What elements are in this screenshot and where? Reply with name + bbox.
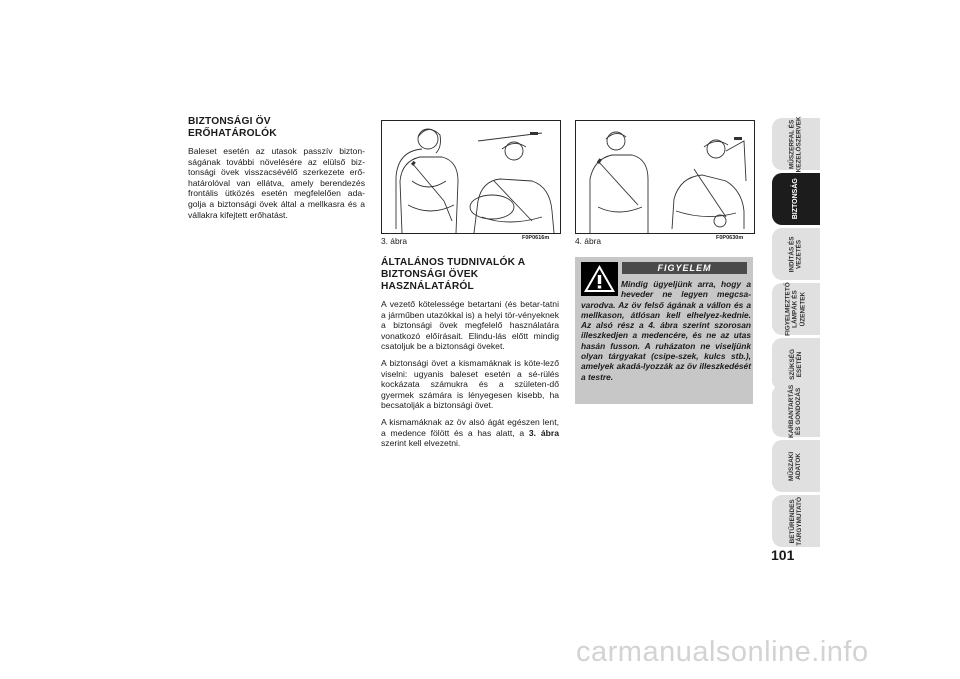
- tab-starting-driving[interactable]: [772, 228, 820, 280]
- watermark: carmanualsonline.info: [576, 636, 869, 668]
- tab-label: INDÍTÁS ÉS VEZETÉS: [788, 236, 803, 272]
- tab-technical-data[interactable]: [772, 440, 820, 492]
- section-general-info: [381, 257, 559, 455]
- page-number: 101: [771, 547, 795, 563]
- section2-title-line1: ÁLTALÁNOS TUDNIVALÓK A: [381, 257, 526, 268]
- paragraph-3-text: A kismamáknak az öv alsó ágát egészen lent, a medence fölött és a has alatt, a: [381, 416, 559, 438]
- paragraph-3-text-end: szerint kell elvezetni.: [381, 438, 461, 449]
- warning-title: FIGYELEM: [622, 262, 747, 274]
- section2-paragraph-3: [381, 417, 559, 449]
- section2-title: [381, 257, 559, 293]
- section2-title-line3: HASZNÁLATÁRÓL: [381, 281, 474, 292]
- tab-label: BETŰRENDES TÁRGYMUTATÓ: [788, 496, 803, 546]
- figure-3: [381, 120, 561, 234]
- tab-warning-lights[interactable]: [772, 283, 820, 335]
- pregnant-woman-seatbelt-illustration: [382, 121, 560, 233]
- warning-body: Mindig ügyeljünk arra, hogy a heveder ne legyen megcsa-varodva. Az öv felső ágának a vállon és a mellkason, átlósan kell elhelyez-kednie. Az alsó rész a 4. ábra szerint szorosan illeszkedjen a medencére, és ne az utas hasán fusson. A ruházaton ne viseljünk olyan tárgyakat (csipe-szek, kulcs stb.), amelyek akadá-lyozzák az öv illeszkedését a testre.: [581, 279, 751, 382]
- warning-text: [581, 279, 751, 382]
- section2-paragraph-2: A biztonsági övet a kismamáknak is köte-lező viselni: ugyanis baleset esetén a sé-rülés kockázata számukra és a születen-dő gyermek számára is lényegesen kisebb, ha becsatolják a biztonsági övet.: [381, 357, 559, 411]
- tab-label: FIGYELMEZTETŐ LÁMPÁK ÉS ÜZENETEK: [784, 282, 807, 336]
- figure-4: [575, 120, 755, 234]
- section-title-line1: BIZTONSÁGI ÖV: [188, 116, 271, 127]
- tab-label: MŰSZAKI ADATOK: [788, 451, 803, 481]
- figure-3-caption: 3. ábra: [381, 236, 408, 246]
- section-title-line2: ERŐHATÁROLÓK: [188, 128, 277, 139]
- section2-paragraph-1: A vezető kötelessége betartani (és betar-tatni a járműben utazókkal is) a helyi tör-vényeknek a biztonsági övek megfelelő használatára vonatkozó előírásait. Elindu-lás előtt mindig csatoljuk be a biztonsági öveket.: [381, 299, 559, 352]
- tab-safety[interactable]: [772, 173, 820, 225]
- section-body: Baleset esetén az utasok passzív bizton-ságának további növelésére az elülső biz-tonsági övek visszacsévélő szerkezete erő-határolóval van ellátva, amely berendezés frontális ütközés esetén megfelelően ada-golja a biztonsági övek által a mellkasra és a vállakra kifejtett erőhatást.: [188, 146, 365, 220]
- figure-3-code: F0P0616m: [522, 235, 550, 241]
- figure-4-caption: 4. ábra: [575, 236, 602, 246]
- tab-index[interactable]: [772, 495, 820, 547]
- tab-maintenance[interactable]: [772, 385, 820, 437]
- tab-label: BIZTONSÁG: [792, 178, 800, 220]
- figure-4-code: F0P0630m: [716, 235, 744, 241]
- section-title: [188, 116, 365, 140]
- warning-box: [575, 257, 753, 404]
- section-seatbelt-limiters: [188, 116, 365, 226]
- tab-emergency[interactable]: [772, 338, 820, 390]
- tab-label: MŰSZERFAL ÉS KEZELŐSZERVEK: [788, 116, 803, 172]
- section2-title-line2: BIZTONSÁGI ÖVEK: [381, 269, 479, 280]
- tab-label: KARBANTARTÁS ÉS GONDOZÁS: [788, 384, 804, 438]
- tab-label: SZÜKSÉG ESETÉN: [788, 348, 803, 380]
- figure-reference: 3. ábra: [528, 427, 559, 438]
- tab-dashboard-controls[interactable]: [772, 118, 820, 170]
- correct-seatbelt-position-illustration: [576, 121, 754, 233]
